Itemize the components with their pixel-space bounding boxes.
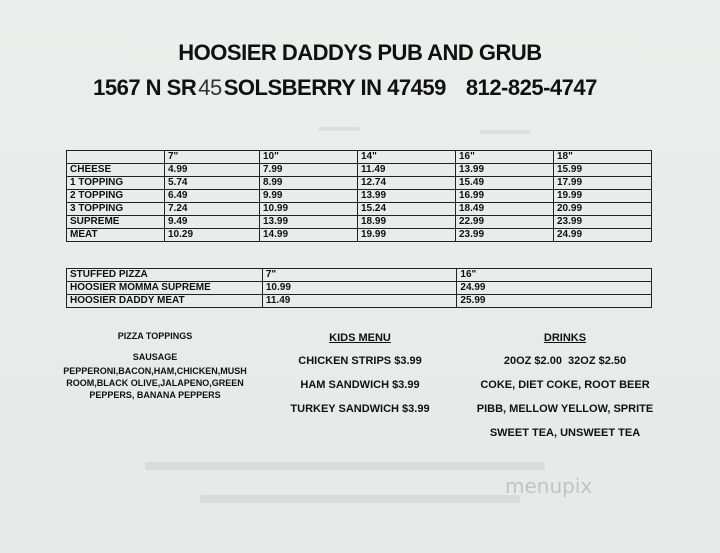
- list-item: TURKEY SANDWICH $3.99: [290, 403, 430, 415]
- table-cell: CHEESE: [67, 164, 165, 177]
- table-header-row: [67, 151, 652, 164]
- table-row: [67, 177, 652, 190]
- table-row: [67, 295, 652, 308]
- table-cell: 8.99: [260, 177, 358, 190]
- table-cell: 18.99: [358, 216, 456, 229]
- table-cell: STUFFED PIZZA: [67, 269, 263, 282]
- table-cell: 23.99: [456, 229, 554, 242]
- table-cell: 14": [358, 151, 456, 164]
- table-cell: [67, 151, 165, 164]
- drinks-section: [470, 332, 660, 451]
- address-handwritten-route: 45: [198, 75, 222, 100]
- menupix-watermark: menupix: [505, 474, 593, 498]
- table-cell: 24.99: [457, 282, 652, 295]
- address-line: [0, 75, 705, 101]
- table-cell: 5.74: [165, 177, 260, 190]
- section-heading: PIZZA TOPPINGS: [117, 331, 193, 341]
- list-item: 20OZ $2.00 32OZ $2.50: [503, 355, 627, 367]
- table-cell: 20.99: [554, 203, 652, 216]
- table-cell: 18.49: [456, 203, 554, 216]
- table-cell: SUPREME: [67, 216, 165, 229]
- table-cell: 23.99: [554, 216, 652, 229]
- table-cell: 22.99: [456, 216, 554, 229]
- phone-number: 812-825-4747: [465, 75, 597, 100]
- table-cell: 2 TOPPING: [67, 190, 165, 203]
- table-cell: 7": [165, 151, 260, 164]
- table-cell: HOOSIER DADDY MEAT: [67, 295, 263, 308]
- table-cell: 13.99: [260, 216, 358, 229]
- topping-line: ROOM,BLACK OLIVE,JALAPENO,GREEN: [66, 378, 244, 388]
- table-cell: 3 TOPPING: [67, 203, 165, 216]
- scan-smudge: [480, 130, 530, 134]
- table-row: [67, 229, 652, 242]
- section-heading: KIDS MENU: [329, 332, 391, 344]
- table-cell: 10.99: [262, 282, 457, 295]
- table-cell: 10.29: [165, 229, 260, 242]
- table-cell: 6.49: [165, 190, 260, 203]
- table-row: [67, 282, 652, 295]
- kids-menu-section: [280, 332, 440, 427]
- pizza-toppings-section: [60, 330, 250, 401]
- list-item: HAM SANDWICH $3.99: [300, 379, 420, 391]
- table-row: [67, 203, 652, 216]
- table-cell: 19.99: [554, 190, 652, 203]
- list-item: PIBB, MELLOW YELLOW, SPRITE: [476, 403, 654, 415]
- table-cell: 13.99: [358, 190, 456, 203]
- table-cell: 7": [262, 269, 457, 282]
- table-cell: 11.49: [358, 164, 456, 177]
- table-cell: 1 TOPPING: [67, 177, 165, 190]
- table-cell: 25.99: [457, 295, 652, 308]
- pizza-price-table: [66, 150, 652, 242]
- table-cell: 16": [456, 151, 554, 164]
- scan-smudge: [200, 495, 520, 503]
- table-cell: 18": [554, 151, 652, 164]
- table-cell: 7.24: [165, 203, 260, 216]
- table-cell: 7.99: [260, 164, 358, 177]
- table-cell: 24.99: [554, 229, 652, 242]
- table-row: [67, 190, 652, 203]
- scan-smudge: [318, 127, 360, 131]
- table-cell: MEAT: [67, 229, 165, 242]
- table-cell: HOOSIER MOMMA SUPREME: [67, 282, 263, 295]
- list-item: CHICKEN STRIPS $3.99: [298, 355, 422, 367]
- scan-smudge: [145, 462, 545, 470]
- table-cell: 15.49: [456, 177, 554, 190]
- address-street: 1567 N SR: [93, 75, 197, 100]
- table-row: [67, 216, 652, 229]
- table-row: [67, 164, 652, 177]
- table-cell: 9.99: [260, 190, 358, 203]
- table-cell: 10.99: [260, 203, 358, 216]
- restaurant-name: HOOSIER DADDYS PUB AND GRUB: [178, 40, 542, 65]
- list-item: COKE, DIET COKE, ROOT BEER: [480, 379, 650, 391]
- table-cell: 15.99: [554, 164, 652, 177]
- table-cell: 15.24: [358, 203, 456, 216]
- table-cell: 4.99: [165, 164, 260, 177]
- address-city: SOLSBERRY IN 47459: [223, 75, 446, 100]
- topping-line: SAUSAGE: [132, 352, 178, 362]
- table-cell: 14.99: [260, 229, 358, 242]
- topping-line: PEPPERONI,BACON,HAM,CHICKEN,MUSH: [63, 366, 247, 376]
- topping-line: PEPPERS, BANANA PEPPERS: [89, 390, 221, 400]
- section-heading: DRINKS: [543, 332, 587, 344]
- table-cell: 19.99: [358, 229, 456, 242]
- table-cell: 13.99: [456, 164, 554, 177]
- table-cell: 12.74: [358, 177, 456, 190]
- table-cell: 16": [457, 269, 652, 282]
- table-cell: 16.99: [456, 190, 554, 203]
- list-item: SWEET TEA, UNSWEET TEA: [489, 427, 641, 439]
- table-cell: 9.49: [165, 216, 260, 229]
- table-cell: 17.99: [554, 177, 652, 190]
- stuffed-pizza-table: [66, 268, 652, 308]
- table-cell: 11.49: [262, 295, 457, 308]
- table-cell: 10": [260, 151, 358, 164]
- table-header-row: [67, 269, 652, 282]
